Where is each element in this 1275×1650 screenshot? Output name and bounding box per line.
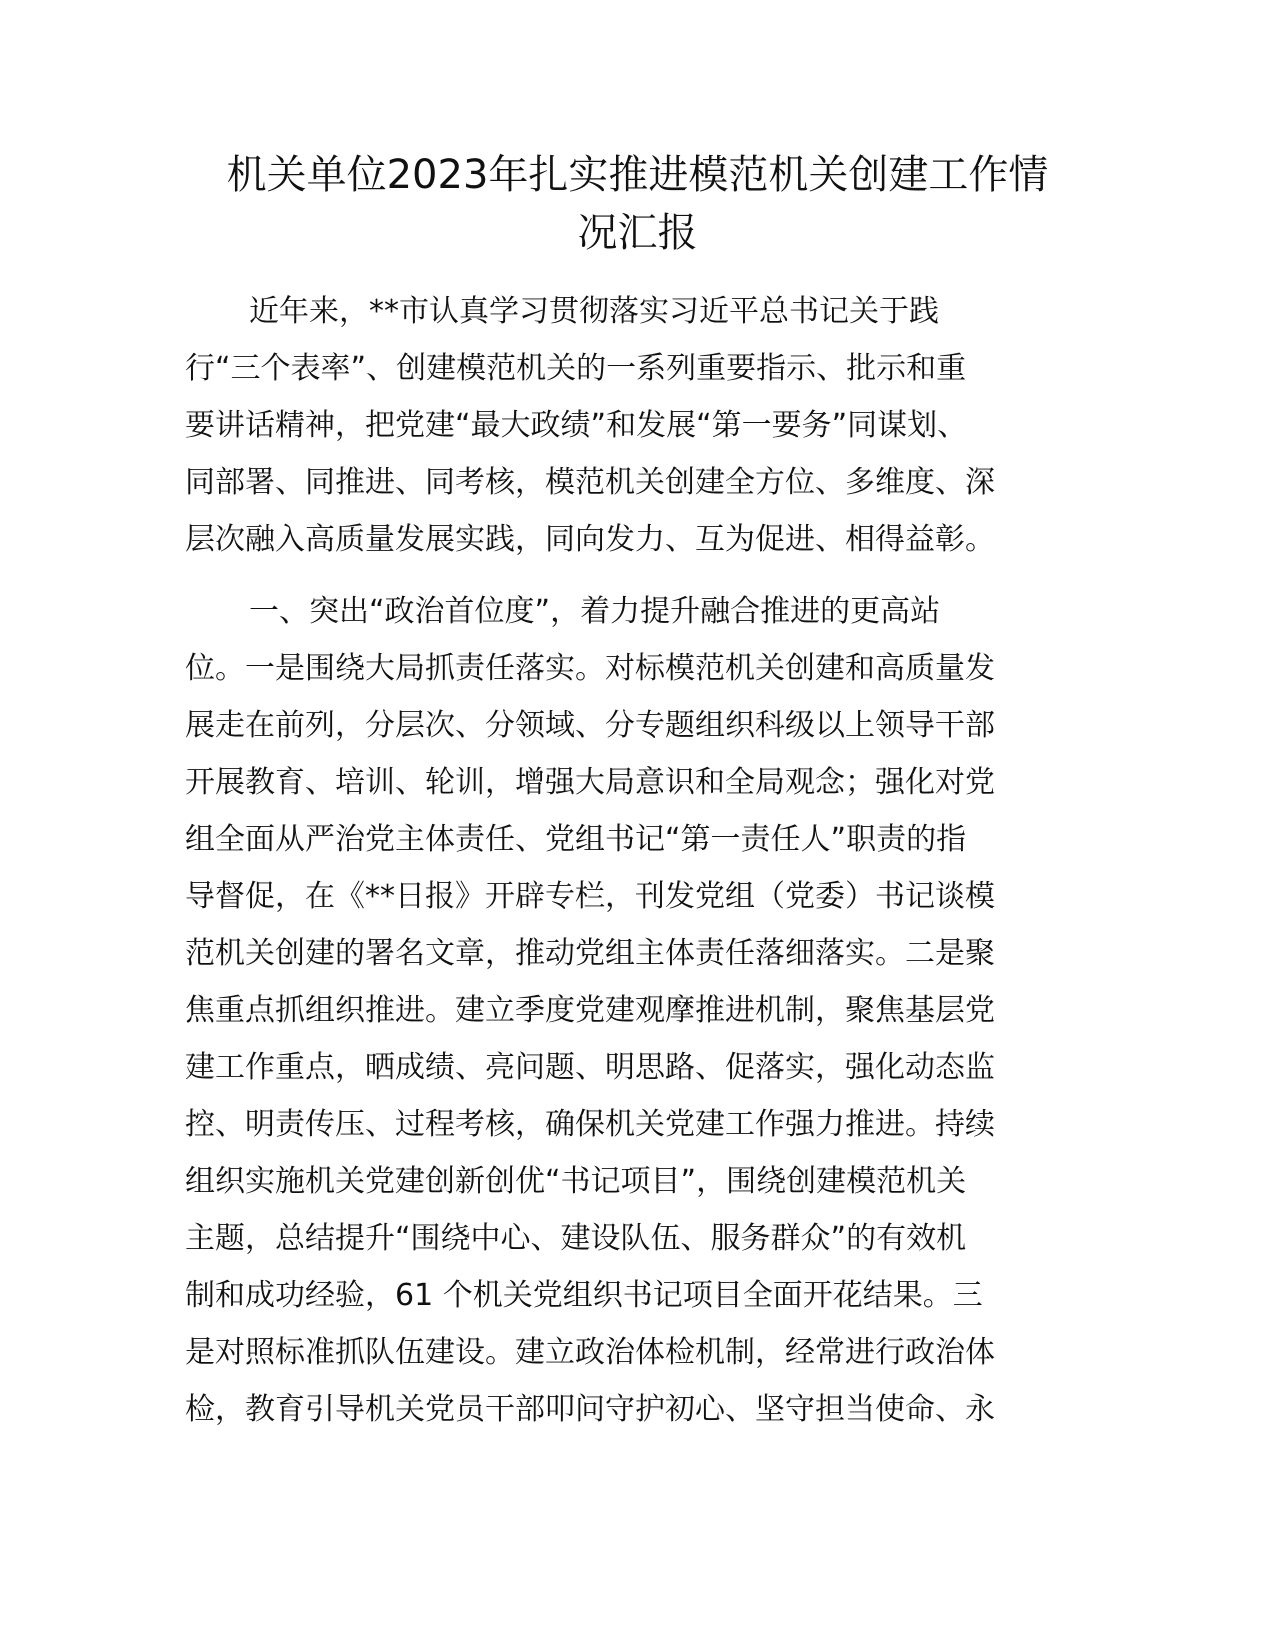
title-line-2: 况汇报 — [577, 210, 698, 256]
paragraph-line: 行“三个表率”、创建模范机关的一系列重要指示、批示和重 — [185, 351, 967, 386]
paragraph-line: 导督促，在《**日报》开辟专栏，刊发党组（党委）书记谈模 — [185, 879, 995, 914]
paragraph-line: 要讲话精神，把党建“最大政绩”和发展“第一要务”同谋划、 — [185, 408, 968, 443]
paragraph-line: 建工作重点，晒成绩、亮问题、明思路、促落实，强化动态监 — [185, 1050, 995, 1085]
paragraph-line: 制和成功经验，61 个机关党组织书记项目全面开花结果。三 — [185, 1278, 983, 1313]
paragraph-line: 是对照标准抓队伍建设。建立政治体检机制，经常进行政治体 — [185, 1335, 995, 1370]
paragraph-line: 范机关创建的署名文章，推动党组主体责任落细落实。二是聚 — [185, 936, 995, 971]
paragraph-line: 组织实施机关党建创新创优“书记项目”，围绕创建模范机关 — [185, 1164, 967, 1199]
paragraph-line: 一、突出“政治首位度”，着力提升融合推进的更高站 — [249, 594, 941, 629]
paragraph-line: 同部署、同推进、同考核，模范机关创建全方位、多维度、深 — [185, 465, 995, 500]
paragraph-line: 展走在前列，分层次、分领域、分专题组织科级以上领导干部 — [185, 708, 995, 743]
paragraph-intro — [185, 283, 1145, 568]
paragraph-line: 主题，总结提升“围绕中心、建设队伍、服务群众”的有效机 — [185, 1221, 967, 1256]
paragraph-line: 近年来，**市认真学习贯彻落实习近平总书记关于践 — [249, 294, 939, 329]
paragraph-line: 组全面从严治党主体责任、党组书记“第一责任人”职责的指 — [185, 822, 967, 857]
paragraph-section-one — [185, 583, 1145, 1438]
paragraph-line: 焦重点抓组织推进。建立季度党建观摩推进机制，聚焦基层党 — [185, 993, 995, 1028]
paragraph-line: 开展教育、培训、轮训，增强大局意识和全局观念；强化对党 — [185, 765, 995, 800]
paragraph-line: 控、明责传压、过程考核，确保机关党建工作强力推进。持续 — [185, 1107, 995, 1142]
paragraph-line: 位。一是围绕大局抓责任落实。对标模范机关创建和高质量发 — [185, 651, 995, 686]
paragraph-line: 检，教育引导机关党员干部叩问守护初心、坚守担当使命、永 — [185, 1392, 995, 1427]
title-line-1: 机关单位2023年扎实推进模范机关创建工作情 — [226, 152, 1049, 198]
paragraph-line: 层次融入高质量发展实践，同向发力、互为促进、相得益彰。 — [185, 522, 995, 557]
document-title — [150, 146, 1125, 262]
